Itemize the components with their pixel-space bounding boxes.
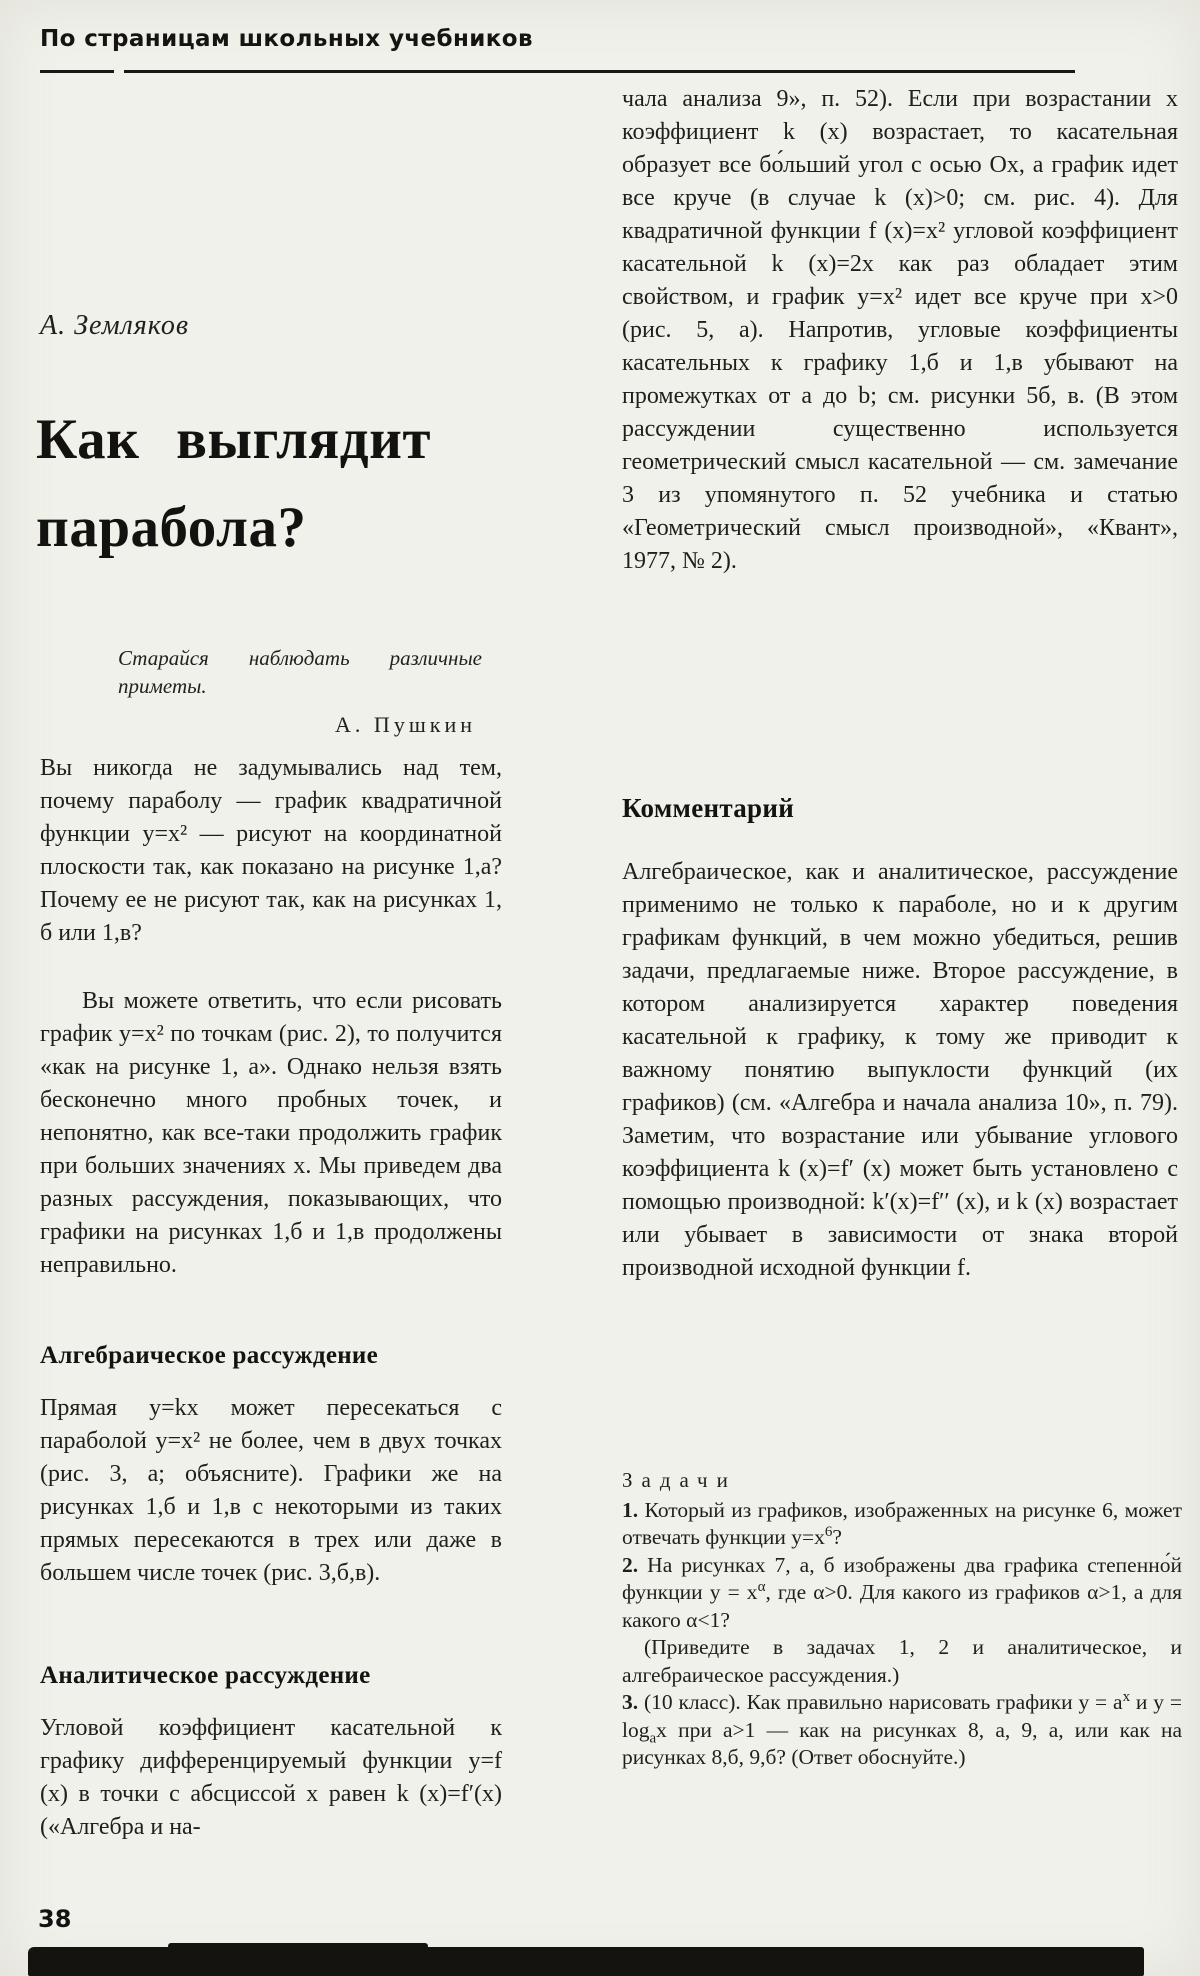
task-1-text: Который из графиков, изображенных на рисунке 6, может отвечать функции y=x — [622, 1497, 1182, 1549]
task-3-text: (10 класс). Как правильно нарисовать графики y = a — [638, 1690, 1123, 1714]
task-2 — [622, 1552, 1182, 1635]
task-3-log-base: a — [649, 1729, 657, 1746]
paragraph-intro: Вы никогда не задумывались над тем, почему параболу — график квадратичной функции y=x² — рисуют на координатной плоскости так, как показано на рисунке 1,а? Почему ее не рисуют так, как на рисунках 1, б или 1,в? — [40, 755, 502, 946]
task-3-number: 3. — [622, 1690, 639, 1714]
article-title-line1: Как выглядит — [36, 408, 431, 471]
header-rule-right — [124, 70, 1075, 73]
task-3-text-end: x при a>1 — как на рисунках 8, а, 9, а, или как на рисунках 8,б, 9,б? (Ответ обоснуйте.) — [622, 1717, 1182, 1769]
tasks-note: (Приведите в задачах 1, 2 и аналитическое, и алгебраическое рассуждения.) — [622, 1635, 1182, 1687]
article-title — [36, 396, 556, 572]
section-heading-comment: Комментарий — [622, 793, 795, 823]
page-number: 38 — [38, 1905, 72, 1933]
tasks-heading: Задачи — [622, 1468, 737, 1492]
paragraph-comment: Алгебраическое, как и аналитическое, рассуждение применимо не только к параболе, но и к другим графикам функций, в чем можно убедиться, решив задачи, предлагаемые ниже. Второе рассуждение, в котором анализируется характер поведения касательной к графику, к тому же приводит к важному понятию выпуклости функций (их графиков) (см. «Алгебра и начала анализа 10», п. 79). Заметим, что возрастание или убывание углового коэффициента k (x)=f′ (x) может быть установлено с помощью производной: k′(x)=f′′ (x), и k (x) возрастает или убывает в зависимости от знака второй производной исходной функции f. — [622, 859, 1178, 1281]
task-3 — [622, 1689, 1182, 1772]
epigraph-author: А. Пушкин — [335, 712, 476, 737]
task-2-text: На рисунках 7, а, б изображены два графика степенно́й функции y = x — [622, 1552, 1182, 1604]
article-author: А. Земляков — [40, 310, 189, 341]
tasks-section — [622, 1467, 1182, 1772]
paragraph-analytic: Угловой коэффициент касательной к графику дифференцируемый функции y=f (x) в точки с абсциссой x равен k (x)=f′(x) («Алгебра и на- — [40, 1715, 502, 1840]
section-heading-analytic: Аналитическое рассуждение — [40, 1662, 371, 1689]
task-2-number: 2. — [622, 1552, 639, 1577]
epigraph-text: Старайся наблюдать различные приметы. — [118, 646, 482, 698]
scan-artifact-bar — [28, 1947, 1144, 1976]
section-heading-algebraic: Алгебраическое рассуждение — [40, 1342, 379, 1369]
task-2-text-end: , где α>0. Для какого из графиков α>1, а для какого α<1? — [622, 1580, 1182, 1632]
task-2-exponent: α — [757, 1578, 766, 1595]
task-1 — [622, 1497, 1182, 1552]
paragraph-continuation: чала анализа 9», п. 52). Если при возрастании x коэффициент k (x) возрастает, то касательная образует все бо́льший угол с осью Ox, а график идет все круче (в случае k (x)>0; см. рис. 4). Для квадратичной функции f (x)=x² угловой коэффициент касательной k (x)=2x как раз обладает этим свойством, и график y=x² идет все круче при x>0 (рис. 5, а). Напротив, угловые коэффициенты касательных к графику 1,б и 1,в убывают на промежутках от a до b; см. рисунки 5б, в. (В этом рассуждении существенно используется геометрический смысл касательной — см. замечание 3 из упомянутого п. 52 учебника и статью «Геометрический смысл производной», «Квант», 1977, № 2). — [622, 86, 1178, 574]
task-1-number: 1. — [622, 1497, 639, 1522]
task-1-exponent: 6 — [824, 1523, 833, 1540]
rubric-heading: По страницам школьных учебников — [40, 26, 533, 52]
task-3-exponent: x — [1122, 1688, 1131, 1705]
header-rule-left — [40, 70, 114, 73]
task-1-text-end: ? — [832, 1525, 842, 1549]
task-3-text-mid: и y = log — [622, 1690, 1182, 1742]
article-title-line2: парабола? — [36, 496, 307, 559]
paragraph-points: Вы можете ответить, что если рисовать график y=x² по точкам (рис. 2), то получится «как на рисунке 1, а». Однако нельзя взять бесконечно много пробных точек, и непонятно, как все-таки продолжить график при больших значениях x. Мы приведем два разных рассуждения, показывающих, что графики на рисунках 1,б и 1,в продолжены неправильно. — [40, 988, 502, 1278]
paragraph-algebraic: Прямая y=kx может пересекаться с параболой y=x² не более, чем в двух точках (рис. 3, а; объясните). Графики же на рисунках 1,б и 1,в с некоторыми из таких прямых пересекаются в трех или даже в большем числе точек (рис. 3,б,в). — [40, 1395, 502, 1586]
